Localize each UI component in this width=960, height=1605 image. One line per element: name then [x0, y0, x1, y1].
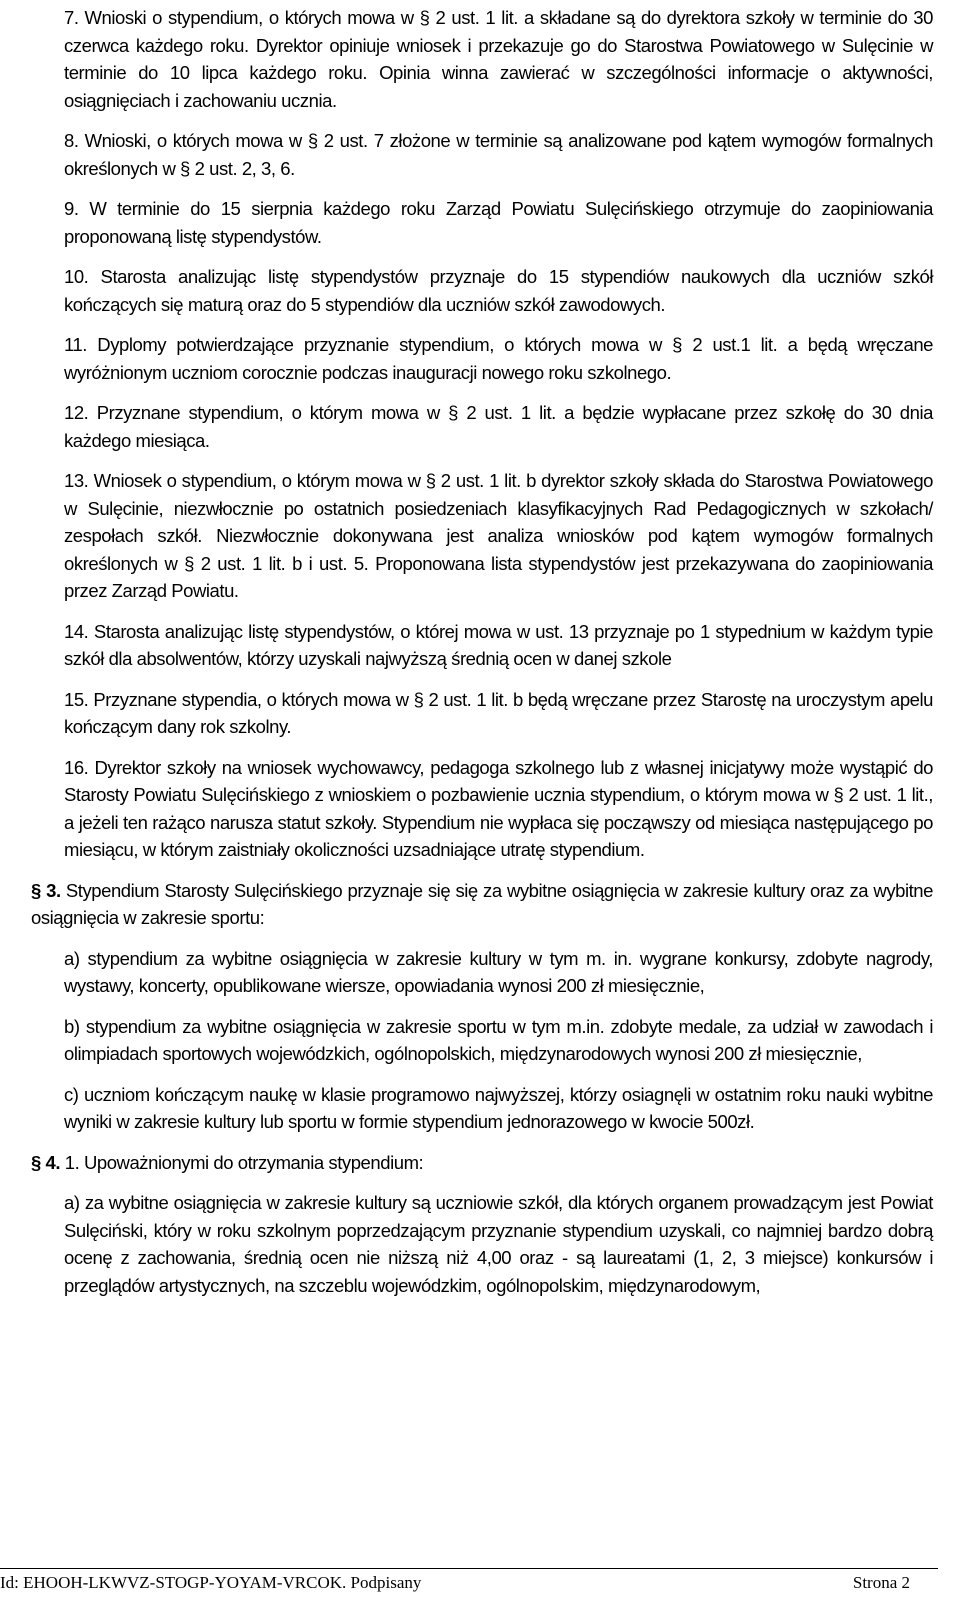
footer-divider [0, 1568, 938, 1569]
paragraph-15: 15. Przyznane stypendia, o których mowa w § 2 ust. 1 lit. b będą wręczane przez Starostę na uroczystym apelu kończącym dany rok szkolny. [64, 688, 933, 737]
section-4-item-a: a) za wybitne osiągnięcia w zakresie kultury są uczniowie szkół, dla których organem prowadzącym jest Powiat Sulęciński, który w roku szkolnym poprzedzającym przyznanie stypendium uzyskali, co najmniej bardzo dobrą ocenę z zachowania, średnią ocen nie niższą niż 4,00 oraz - są laureatami (1, 2, 3 miejsce) konkursów i przeglądów artystycznych, na szczeblu wojewódzkim, ogólnopolskim, międzynarodowym, [64, 1192, 933, 1296]
section-4 [31, 1149, 933, 1177]
section-4-text: 1. Upoważnionymi do otrzymania stypendium: [60, 1151, 424, 1173]
paragraph-14: 14. Starosta analizując listę stypendystów, o której mowa w ust. 13 przyznaje po 1 stypednium w każdym typie szkół dla absolwentów, którzy uzyskali najwyższą średnią ocen w danej szkole [64, 620, 933, 669]
section-3-item-a: a) stypendium za wybitne osiągnięcia w zakresie kultury w tym m. in. wygrane konkursy, zdobyte nagrody, wystawy, koncerty, opublikowane wiersze, opowiadania wynosi 200 zł miesięcznie, [64, 947, 933, 996]
paragraph-7: 7. Wnioski o stypendium, o których mowa w § 2 ust. 1 lit. a składane są do dyrektora szkoły w terminie do 30 czerwca każdego roku. Dyrektor opiniuje wniosek i przekazuje go do Starostwa Powiatowego w Sulęcinie w terminie do 10 lipca każdego roku. Opinia winna zawierać w szczególności informacje o aktywności, osiągnięciach i zachowaniu ucznia. [64, 7, 933, 111]
section-3-text: Stypendium Starosty Sulęcińskiego przyznaje się się za wybitne osiągnięcia w zakresie kultury oraz za wybitne osiągnięcia w zakresie sportu: [31, 879, 933, 928]
paragraph-16: 16. Dyrektor szkoły na wniosek wychowawcy, pedagoga szkolnego lub z własnej inicjatywy może wystąpić do Starosty Powiatu Sulęcińskiego z wnioskiem o pozbawienie ucznia stypendium, o którym mowa w § 2 ust. 1 lit., a jeżeli ten rażąco narusza statut szkoły. Stypendium nie wypłaca się począwszy od miesiąca następującego po miesiącu, w którym zaistniały okoliczności uzsadniające utratę stypendium. [64, 756, 933, 860]
paragraph-13: 13. Wniosek o stypendium, o którym mowa w § 2 ust. 1 lit. b dyrektor szkoły składa do Starostwa Powiatowego w Sulęcinie, niezwłocznie po ostatnich posiedzeniach klasyfikacyjnych Rad Pedagogicznych w szkołach/ zespołach szkół. Niezwłocznie dokonywana jest analiza wniosków pod kątem wymogów formalnych określonych w § 2 ust. 1 lit. b i ust. 5. Proponowana lista stypendystów jest przekazywana do zaopiniowania przez Zarząd Powiatu. [64, 470, 933, 601]
section-4-marker: § 4. [31, 1151, 61, 1173]
page-number: Strona 2 [852, 1573, 910, 1592]
section-3 [31, 877, 933, 932]
document-id: Id: EHOOH-LKWVZ-STOGP-YOYAM-VRCOK. Podpisany [0, 1573, 422, 1592]
page-footer [0, 1573, 938, 1599]
section-3-marker: § 3. [31, 879, 61, 901]
document-body [31, 0, 933, 1312]
paragraph-10: 10. Starosta analizując listę stypendystów przyznaje do 15 stypendiów naukowych dla uczniów szkół kończących się maturą oraz do 5 stypendiów dla uczniów szkół zawodowych. [64, 266, 933, 315]
paragraph-11: 11. Dyplomy potwierdzające przyznanie stypendium, o których mowa w § 2 ust.1 lit. a będą wręczane wyróżnionym uczniom corocznie podczas inauguracji nowego roku szkolnego. [64, 334, 933, 383]
paragraph-9: 9. W terminie do 15 sierpnia każdego roku Zarząd Powiatu Sulęcińskiego otrzymuje do zaopiniowania proponowaną listę stypendystów. [64, 198, 933, 247]
section-3-item-b: b) stypendium za wybitne osiągnięcia w zakresie sportu w tym m.in. zdobyte medale, za udział w zawodach i olimpiadach sportowych wojewódzkich, ogólnopolskich, międzynarodowych wynosi 200 zł miesięcznie, [64, 1015, 933, 1064]
section-3-item-c: c) uczniom kończącym naukę w klasie programowo najwyższej, którzy osiagnęli w ostatnim roku nauki wybitne wyniki w zakresie kultury lub sportu w formie stypendium jednorazowego w kwocie 500zł. [64, 1083, 933, 1132]
paragraph-12: 12. Przyznane stypendium, o którym mowa w § 2 ust. 1 lit. a będzie wypłacane przez szkołę do 30 dnia każdego miesiąca. [64, 402, 933, 451]
paragraph-8: 8. Wnioski, o których mowa w § 2 ust. 7 złożone w terminie są analizowane pod kątem wymogów formalnych określonych w § 2 ust. 2, 3, 6. [64, 130, 933, 179]
